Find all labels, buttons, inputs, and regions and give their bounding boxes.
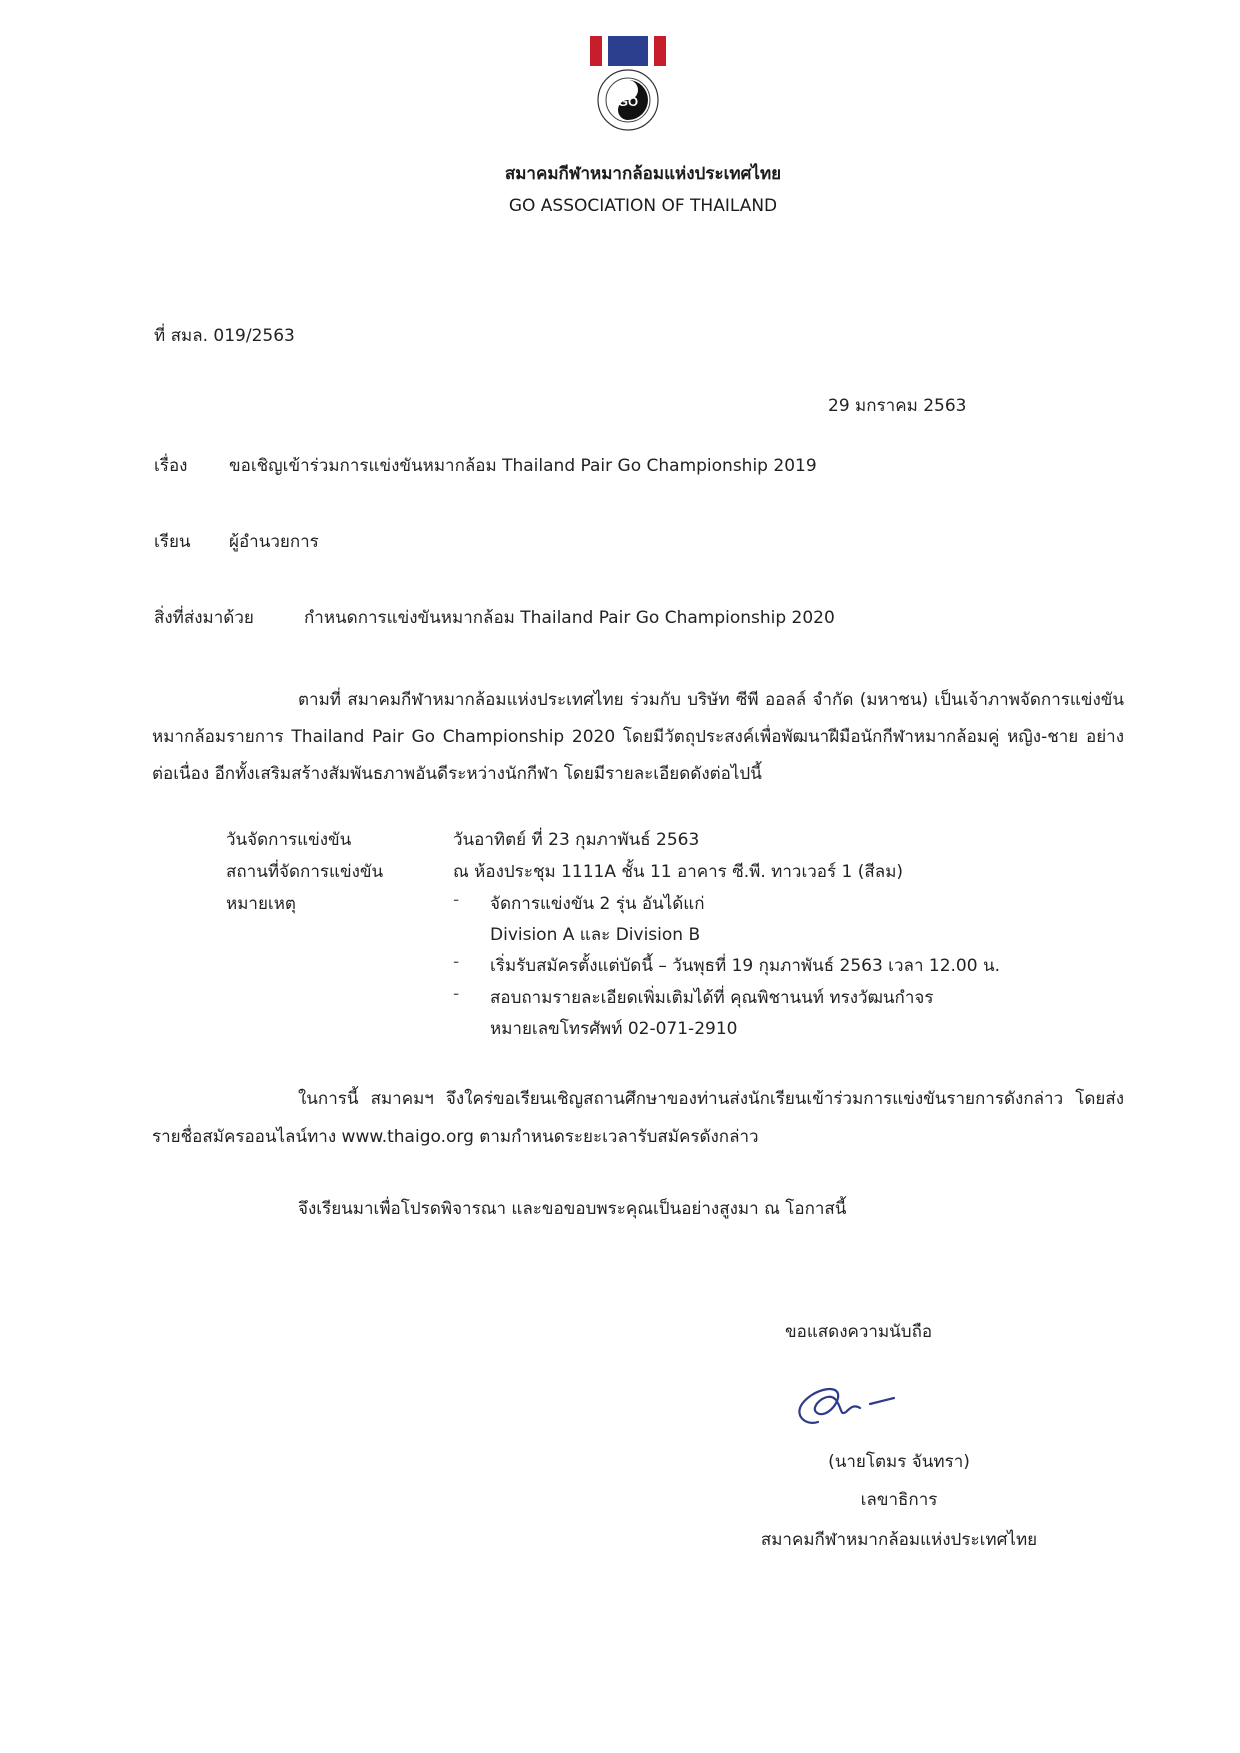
signer-organization: สมาคมกีฬาหมากล้อมแห่งประเทศไทย	[760, 1530, 1038, 1550]
subject-label: เรื่อง	[154, 456, 188, 476]
organization-name-english: GO ASSOCIATION OF THAILAND	[508, 196, 778, 216]
reference-number: ที่ สมล. 019/2563	[154, 326, 295, 346]
event-date-value: วันอาทิตย์ ที่ 23 กุมภาพันธ์ 2563	[453, 830, 700, 850]
signer-name: (นายโตมร จันทรา)	[828, 1452, 970, 1472]
go-association-logo	[588, 36, 668, 136]
note-bullet-2: -	[453, 952, 460, 972]
handwritten-signature	[784, 1364, 914, 1434]
note-bullet-3: -	[453, 984, 460, 1004]
sign-off: ขอแสดงความนับถือ	[785, 1322, 933, 1342]
note-3-line-2: หมายเลขโทรศัพท์ 02-071-2910	[490, 1019, 738, 1039]
event-date-label: วันจัดการแข่งขัน	[226, 830, 352, 850]
note-2: เริ่มรับสมัครตั้งแต่บัดนี้ – วันพุธที่ 19 กุมภาพันธ์ 2563 เวลา 12.00 น.	[490, 956, 1000, 976]
enclosure-label: สิ่งที่ส่งมาด้วย	[154, 608, 254, 628]
note-1-line-2: Division A และ Division B	[490, 925, 701, 945]
note-label: หมายเหตุ	[226, 894, 296, 914]
recipient-text: ผู้อำนวยการ	[229, 532, 319, 552]
organization-name-thai: สมาคมกีฬาหมากล้อมแห่งประเทศไทย	[504, 164, 782, 184]
body-paragraph-2: ในการนี้ สมาคมฯ จึงใคร่ขอเรียนเชิญสถานศึกษาของท่านส่งนักเรียนเข้าร่วมการแข่งขันรายการดังกล่าว โดยส่งรายชื่อสมัครออนไลน์ทาง www.thaigo.org ตามกำหนดระยะเวลารับสมัครดังกล่าว	[152, 1089, 1124, 1147]
note-bullet-1: -	[453, 890, 460, 910]
letter-date: 29 มกราคม 2563	[828, 396, 967, 416]
note-3-line-1: สอบถามรายละเอียดเพิ่มเติมได้ที่ คุณพิชานนท์ ทรงวัฒนกำจร	[490, 988, 934, 1008]
signer-title: เลขาธิการ	[860, 1490, 938, 1510]
subject-text: ขอเชิญเข้าร่วมการแข่งขันหมากล้อม Thailand Pair Go Championship 2019	[229, 456, 817, 476]
recipient-label: เรียน	[154, 532, 191, 552]
event-venue-label: สถานที่จัดการแข่งขัน	[226, 862, 384, 882]
enclosure-text: กำหนดการแข่งขันหมากล้อม Thailand Pair Go Championship 2020	[304, 608, 835, 628]
event-venue-value: ณ ห้องประชุม 1111A ชั้น 11 อาคาร ซี.พี. ทาวเวอร์ 1 (สีลม)	[453, 862, 904, 882]
closing-line: จึงเรียนมาเพื่อโปรดพิจารณา และขอขอบพระคุณเป็นอย่างสูงมา ณ โอกาสนี้	[298, 1199, 847, 1219]
svg-text:GO: GO	[617, 94, 639, 109]
body-paragraph-1: ตามที่ สมาคมกีฬาหมากล้อมแห่งประเทศไทย ร่วมกับ บริษัท ซีพี ออลล์ จำกัด (มหาชน) เป็นเจ้าภาพจัดการแข่งขันหมากล้อมรายการ Thailand Pair Go Championship 2020 โดยมีวัตถุประสงค์เพื่อพัฒนาฝีมือนักกีฬาหมากล้อมคู่ หญิง-ชาย อย่างต่อเนื่อง อีกทั้งเสริมสร้างสัมพันธภาพอันดีระหว่างนักกีฬา โดยมีรายละเอียดดังต่อไปนี้	[152, 690, 1124, 784]
note-1-line-1: จัดการแข่งขัน 2 รุ่น อันได้แก่	[490, 894, 705, 914]
